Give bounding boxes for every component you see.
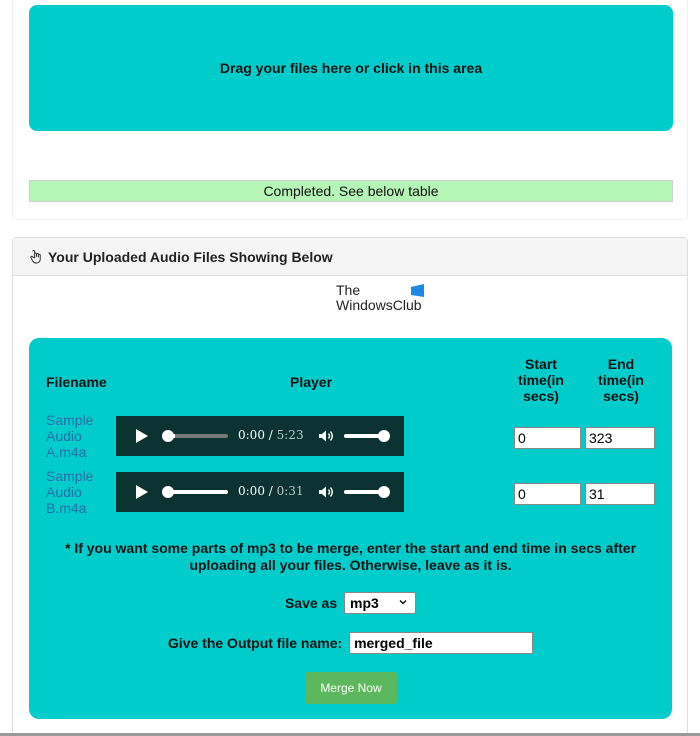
output-name-label: Give the Output file name:: [167, 635, 343, 651]
file-link-a[interactable]: Sample Audio A.m4a: [46, 412, 94, 460]
column-header-start-time: Start time(in secs): [518, 356, 564, 404]
volume-knob[interactable]: [378, 486, 390, 498]
files-section-header: [13, 238, 687, 276]
upload-card: [12, 0, 688, 220]
format-selected-value: mp3: [350, 595, 379, 611]
dropzone-text: Drag your files here or click in this area: [219, 60, 483, 76]
volume-knob[interactable]: [378, 430, 390, 442]
files-panel: [29, 338, 672, 719]
output-name-row: [29, 632, 672, 654]
column-header-player: Player: [290, 374, 333, 390]
play-icon[interactable]: [136, 485, 148, 499]
progress-status-text: Completed. See below table: [263, 183, 439, 199]
start-time-input-a[interactable]: [514, 427, 581, 449]
output-filename-input[interactable]: merged_file: [349, 632, 533, 654]
seek-slider[interactable]: [168, 490, 228, 494]
audio-player-a[interactable]: [116, 416, 404, 456]
windowsclub-logo: [336, 282, 436, 314]
file-link-b[interactable]: Sample Audio B.m4a: [46, 468, 94, 516]
seek-knob[interactable]: [162, 486, 174, 498]
files-section-title: Your Uploaded Audio Files Showing Below: [48, 248, 333, 265]
save-as-row: [29, 592, 672, 614]
volume-icon[interactable]: [318, 428, 334, 444]
upload-progress-bar: [29, 180, 673, 202]
volume-slider[interactable]: [344, 490, 384, 494]
logo-line1: The: [336, 282, 361, 298]
end-time-input-a[interactable]: [585, 427, 655, 449]
chevron-down-icon: [399, 598, 407, 606]
play-icon[interactable]: [136, 429, 148, 443]
hand-icon: [29, 249, 44, 264]
volume-icon[interactable]: [318, 484, 334, 500]
time-display: 0:00 / 0:31: [238, 484, 304, 498]
merge-instructions: * If you want some parts of mp3 to be merge, enter the start and end time in secs after uploading all your files. Otherwise, leave as it is.: [64, 540, 637, 573]
logo-line2: WindowsClub: [336, 297, 422, 313]
end-time-input-b[interactable]: [585, 483, 655, 505]
column-header-filename: Filename: [46, 374, 107, 390]
seek-knob[interactable]: [162, 430, 174, 442]
start-time-input-b[interactable]: [514, 483, 581, 505]
file-dropzone[interactable]: [29, 5, 673, 131]
audio-player-b[interactable]: [116, 472, 404, 512]
time-display: 0:00 / 5:23: [238, 428, 304, 442]
windows-logo-icon: [411, 284, 424, 297]
seek-slider[interactable]: [168, 434, 228, 438]
volume-slider[interactable]: [344, 434, 384, 438]
save-as-label: Save as: [284, 595, 338, 611]
merge-now-button[interactable]: Merge Now: [305, 672, 397, 704]
format-select[interactable]: [344, 592, 416, 614]
uploaded-files-card: [12, 237, 688, 736]
column-header-end-time: End time(in secs): [598, 356, 644, 404]
